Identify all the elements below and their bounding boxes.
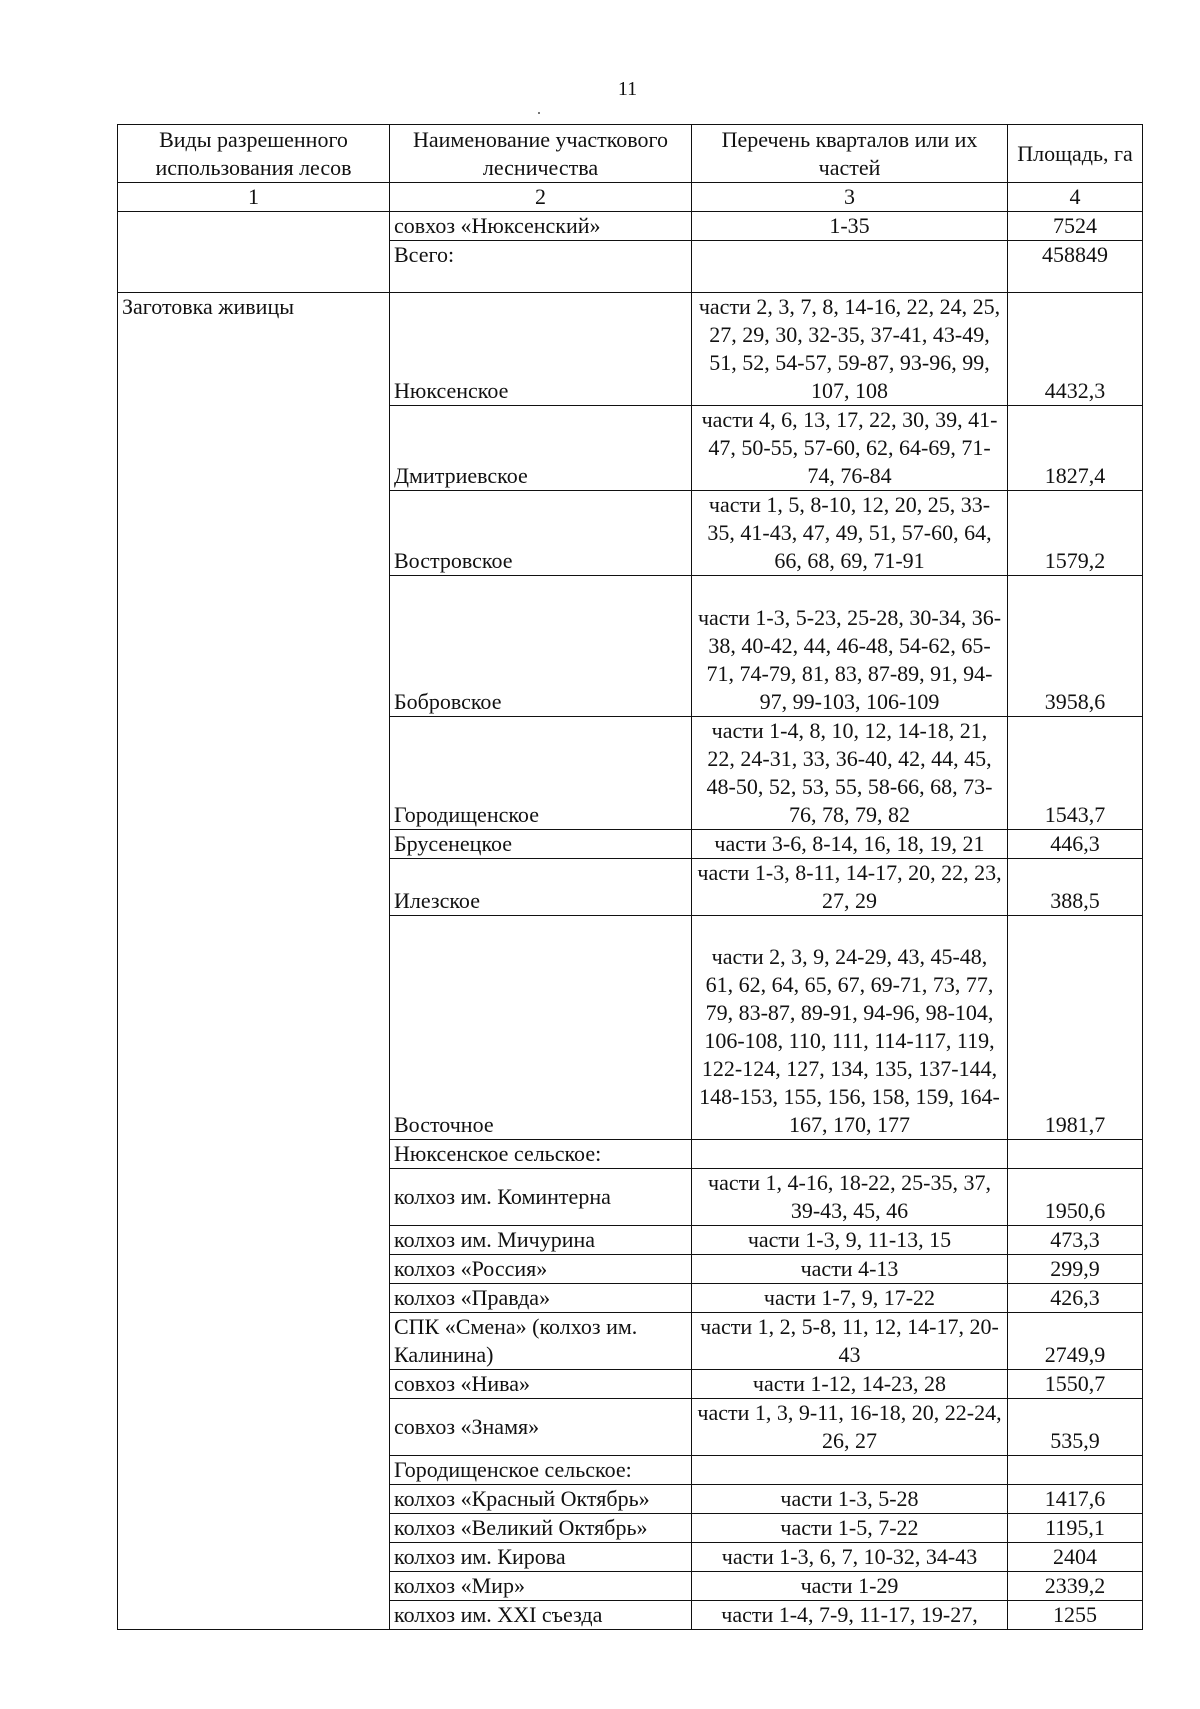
quarters-cell (692, 1456, 1008, 1485)
area-cell: 2749,9 (1008, 1313, 1143, 1370)
area-cell: 426,3 (1008, 1284, 1143, 1313)
forestry-name-cell: колхоз «Правда» (390, 1284, 692, 1313)
forestry-name-cell: колхоз «Мир» (390, 1572, 692, 1601)
area-cell: 458849 (1008, 241, 1143, 293)
quarters-cell: части 1, 2, 5-8, 11, 12, 14-17, 20-43 (692, 1313, 1008, 1370)
area-cell: 1827,4 (1008, 406, 1143, 491)
area-cell: 1417,6 (1008, 1485, 1143, 1514)
forestry-name-cell: совхоз «Нива» (390, 1370, 692, 1399)
area-cell: 4432,3 (1008, 293, 1143, 406)
quarters-cell: части 1-12, 14-23, 28 (692, 1370, 1008, 1399)
column-number: 3 (692, 183, 1008, 212)
area-cell: 7524 (1008, 212, 1143, 241)
area-cell: 1543,7 (1008, 717, 1143, 830)
area-cell: 1255 (1008, 1601, 1143, 1630)
forestry-name-cell: колхоз им. Мичурина (390, 1226, 692, 1255)
area-cell: 1950,6 (1008, 1169, 1143, 1226)
page-number: 11 (617, 78, 638, 100)
quarters-cell: части 1-4, 7-9, 11-17, 19-27, (692, 1601, 1008, 1630)
column-number: 1 (118, 183, 390, 212)
area-cell: 299,9 (1008, 1255, 1143, 1284)
forestry-name-cell: колхоз «Красный Октябрь» (390, 1485, 692, 1514)
quarters-cell: части 2, 3, 7, 8, 14-16, 22, 24, 25, 27, 29, 30, 32-35, 37-41, 43-49, 51, 52, 54-57, 59-87, 93-96, 99, 107, 108 (692, 293, 1008, 406)
forestry-name-cell: Городищенское сельское: (390, 1456, 692, 1485)
table-row (118, 212, 1143, 241)
area-cell: 3958,6 (1008, 576, 1143, 717)
quarters-cell: части 1-7, 9, 17-22 (692, 1284, 1008, 1313)
quarters-cell: части 1, 3, 9-11, 16-18, 20, 22-24, 26, 27 (692, 1399, 1008, 1456)
quarters-cell: части 4, 6, 13, 17, 22, 30, 39, 41-47, 50-55, 57-60, 62, 64-69, 71-74, 76-84 (692, 406, 1008, 491)
area-cell: 446,3 (1008, 830, 1143, 859)
area-cell: 1195,1 (1008, 1514, 1143, 1543)
area-cell: 473,3 (1008, 1226, 1143, 1255)
quarters-cell: части 3-6, 8-14, 16, 18, 19, 21 (692, 830, 1008, 859)
forestry-name-cell: Илезское (390, 859, 692, 916)
area-cell (1008, 1456, 1143, 1485)
forest-use-table (117, 124, 1143, 1630)
quarters-cell: 1-35 (692, 212, 1008, 241)
forestry-name-cell: Всего: (390, 241, 692, 293)
area-cell: 2339,2 (1008, 1572, 1143, 1601)
quarters-cell: части 1-3, 5-23, 25-28, 30-34, 36-38, 40-42, 44, 46-48, 54-62, 65-71, 74-79, 81, 83, 87-89, 91, 94-97, 99-103, 106-109 (692, 576, 1008, 717)
header-forestry-name: Наименование участкового лесничества (390, 125, 692, 183)
column-number: 4 (1008, 183, 1143, 212)
header-area: Площадь, га (1008, 125, 1143, 183)
quarters-cell: части 1-3, 5-28 (692, 1485, 1008, 1514)
use-type-cell: Заготовка живицы (118, 293, 390, 1630)
column-number-row (118, 183, 1143, 212)
quarters-cell (692, 241, 1008, 293)
quarters-cell: части 1-4, 8, 10, 12, 14-18, 21, 22, 24-31, 33, 36-40, 42, 44, 45, 48-50, 52, 53, 55, 58-66, 68, 73-76, 78, 79, 82 (692, 717, 1008, 830)
quarters-cell: части 2, 3, 9, 24-29, 43, 45-48, 61, 62, 64, 65, 67, 69-71, 73, 77, 79, 83-87, 89-91, 94-96, 98-104, 106-108, 110, 111, 114-117, 119, 122-124, 127, 134, 135, 137-144, 148-153, 155, 156, 158, 159, 164-167, 170, 177 (692, 916, 1008, 1140)
forestry-name-cell: Брусенецкое (390, 830, 692, 859)
forestry-name-cell: Городищенское (390, 717, 692, 830)
forestry-name-cell: Нюксенское (390, 293, 692, 406)
table-row (118, 293, 1143, 406)
forestry-name-cell: колхоз «Великий Октябрь» (390, 1514, 692, 1543)
forestry-name-cell: колхоз им. Кирова (390, 1543, 692, 1572)
quarters-cell: части 1-3, 8-11, 14-17, 20, 22, 23, 27, 29 (692, 859, 1008, 916)
quarters-cell: части 1, 4-16, 18-22, 25-35, 37, 39-43, 45, 46 (692, 1169, 1008, 1226)
forestry-name-cell: колхоз им. Коминтерна (390, 1169, 692, 1226)
forestry-name-cell: Бобровское (390, 576, 692, 717)
forestry-name-cell: Востровское (390, 491, 692, 576)
quarters-cell: части 1, 5, 8-10, 12, 20, 25, 33-35, 41-43, 47, 49, 51, 57-60, 64, 66, 68, 69, 71-91 (692, 491, 1008, 576)
area-cell: 2404 (1008, 1543, 1143, 1572)
quarters-cell (692, 1140, 1008, 1169)
forestry-name-cell: Дмитриевское (390, 406, 692, 491)
area-cell: 1550,7 (1008, 1370, 1143, 1399)
forestry-name-cell: совхоз «Нюксенский» (390, 212, 692, 241)
quarters-cell: части 1-3, 6, 7, 10-32, 34-43 (692, 1543, 1008, 1572)
table-header-row (118, 125, 1143, 183)
quarters-cell: части 1-5, 7-22 (692, 1514, 1008, 1543)
forestry-name-cell: колхоз «Россия» (390, 1255, 692, 1284)
forestry-name-cell: совхоз «Знамя» (390, 1399, 692, 1456)
forestry-name-cell: Восточное (390, 916, 692, 1140)
area-cell: 1579,2 (1008, 491, 1143, 576)
area-cell: 535,9 (1008, 1399, 1143, 1456)
area-cell: 388,5 (1008, 859, 1143, 916)
forestry-name-cell: колхоз им. XXI съезда (390, 1601, 692, 1630)
quarters-cell: части 1-3, 9, 11-13, 15 (692, 1226, 1008, 1255)
scan-speck (538, 112, 540, 114)
quarters-cell: части 4-13 (692, 1255, 1008, 1284)
quarters-cell: части 1-29 (692, 1572, 1008, 1601)
column-number: 2 (390, 183, 692, 212)
table-body (118, 212, 1143, 1630)
forestry-name-cell: Нюксенское сельское: (390, 1140, 692, 1169)
area-cell (1008, 1140, 1143, 1169)
header-quarters-list: Перечень кварталов или их частей (692, 125, 1008, 183)
header-use-type: Виды разрешенного использования лесов (118, 125, 390, 183)
use-type-cell-empty (118, 212, 390, 293)
area-cell: 1981,7 (1008, 916, 1143, 1140)
forestry-name-cell: СПК «Смена» (колхоз им. Калинина) (390, 1313, 692, 1370)
